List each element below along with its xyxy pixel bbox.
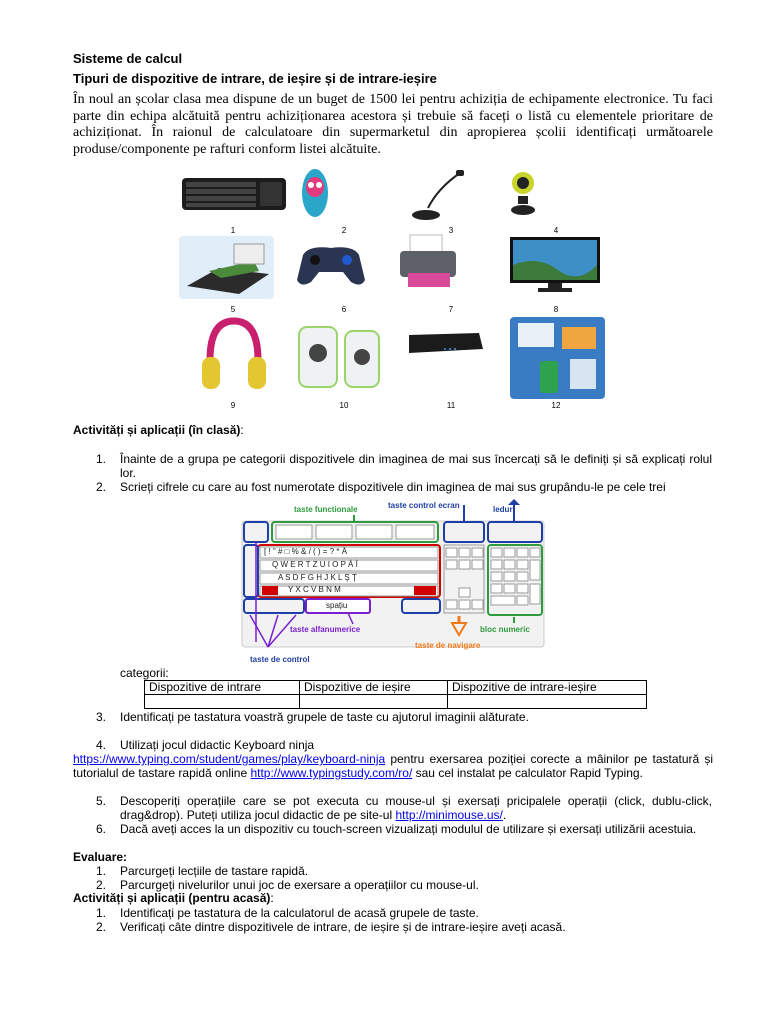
device-number: 6 — [341, 305, 347, 314]
acasa-heading-text: Activități și aplicații (pentru acasă) — [73, 891, 271, 905]
table-cell[interactable] — [448, 695, 647, 709]
item-text: Scrieți cifrele cu care au fost numerotate dispozitivele din imaginea de mai sus grupându-le pe cele trei — [120, 480, 666, 494]
categorii-label: categorii: — [120, 666, 169, 680]
item-number: 2. — [96, 480, 107, 494]
table-cell[interactable] — [300, 695, 448, 709]
item-5-text: Descoperiți operațiile care se pot executa cu mouse-ul și exersați pricipalele operații (click, dublu-click, drag&drop). Puteți utiliza jocul didactic de pe site-ul — [120, 794, 712, 822]
evaluare-item — [96, 864, 712, 878]
ninja-paragraph — [73, 752, 713, 780]
device-11-router-image — [405, 327, 485, 357]
item-text: Dacă aveți acces la un dispozitiv cu touch-screen vizualizați modulul de utilizare și exersați utilizării acestuia. — [120, 822, 697, 836]
device-12-touchscreen-image — [510, 317, 605, 399]
device-6-gamepad-image — [295, 240, 367, 290]
ninja-text-a: pentru exersarea poziției corecte a mâinilor pe tastatură și tutorialul de tastare rapidă online — [73, 752, 713, 780]
device-number: 8 — [553, 305, 559, 314]
device-number: 3 — [448, 226, 454, 235]
device-number: 1 — [230, 226, 236, 235]
device-10-speakers-image — [295, 323, 385, 391]
ninja-text-b: sau cel instalat pe calculator Rapid Typing. — [412, 766, 643, 780]
table-header-cell: Dispozitive de ieșire — [300, 681, 448, 695]
device-number: 5 — [230, 305, 236, 314]
item-text: Identificați pe tastatura voastră grupele de taste cu ajutorul imaginii alăturate. — [120, 710, 529, 724]
label-bloc-numeric: bloc numeric — [480, 625, 530, 634]
table-row — [145, 681, 647, 695]
keyboard-diagram — [238, 497, 548, 667]
item-number: 2. — [96, 920, 107, 934]
item-number: 1. — [96, 906, 107, 920]
item-5-end: . — [502, 808, 507, 822]
device-number: 2 — [341, 226, 347, 235]
acasa-heading-colon: : — [270, 891, 274, 905]
item-text: Parcurgeți lecțiile de tastare rapidă. — [120, 864, 309, 878]
activity-item — [96, 480, 712, 494]
key-row-yxcv: Y X C V B N M — [288, 585, 341, 594]
device-number: 4 — [553, 226, 559, 235]
activity-item — [96, 794, 712, 822]
device-9-headphones-image — [200, 315, 268, 395]
label-taste-alfanumerice: taste alfanumerice — [290, 625, 361, 634]
device-5-scanner-image — [179, 236, 274, 299]
activities-heading-text: Activități și aplicații (în clasă) — [73, 423, 241, 437]
label-leduri: leduri — [493, 505, 515, 514]
activities-heading-colon: : — [240, 423, 244, 437]
item-text: Parcurgeți nivelurilor unui joc de exersare a operațiilor cu mouse-ul. — [120, 878, 479, 892]
categories-table — [144, 680, 647, 709]
device-3-microphone-image — [398, 168, 468, 223]
key-row-numbers: [ ! " # □ % & / ( ) = ? * Ă — [264, 547, 348, 556]
item-text: Identificați pe tastatura de la calculatorul de acasă grupele de taste. — [120, 906, 479, 920]
device-number: 9 — [230, 401, 236, 410]
activity-item — [96, 738, 712, 752]
key-row-qwertz: Q W E R T Z U I O P Ă Î — [272, 560, 358, 569]
label-taste-control-ecran: taste control ecran — [388, 501, 460, 510]
item-text — [120, 794, 712, 822]
activities-heading — [73, 423, 244, 437]
item-text: Verificați câte dintre dispozitivele de intrare, de ieșire și de intrare-ieșire aveți acasă. — [120, 920, 566, 934]
item-number: 4. — [96, 738, 107, 752]
activity-item — [96, 452, 712, 480]
item-text: Utilizați jocul didactic Keyboard ninja — [120, 738, 315, 752]
acasa-item — [96, 920, 712, 934]
label-taste-de-control: taste de control — [250, 655, 310, 664]
activity-item — [96, 822, 712, 850]
device-1-keyboard-image — [180, 168, 288, 218]
keyboard-ninja-link[interactable]: https://www.typing.com/student/games/play/keyboard-ninja — [73, 752, 386, 766]
item-text: Înainte de a grupa pe categorii dispozitivele din imaginea de mai sus încercați să le definiți și să explicați rolul lor. — [120, 452, 712, 480]
table-header-cell: Dispozitive de intrare — [145, 681, 300, 695]
item-number: 5. — [96, 794, 107, 808]
item-number: 1. — [96, 864, 107, 878]
device-grid — [170, 165, 620, 415]
typingstudy-link[interactable]: http://www.typingstudy.com/ro/ — [250, 766, 413, 780]
intro-paragraph: În noul an școlar clasa mea dispune de un buget de 1500 lei pentru achiziția de echipamente electronice. Tu faci parte din echipa alcătuită pentru achiziționarea acestora și trebuie să faceți o listă cu elementele prioritare de achiziționat. În raionul de calculatoare din supermarketul din apropierea școlii identificați următoarele produse/componente pe rafturi conform listei alcătuite. — [73, 92, 713, 157]
table-header-cell: Dispozitive de intrare-ieșire — [448, 681, 647, 695]
label-taste-functionale: taste functionale — [294, 505, 358, 514]
acasa-heading — [73, 891, 274, 905]
device-number: 10 — [339, 401, 349, 410]
item-number: 3. — [96, 710, 107, 724]
label-taste-de-navigare: taste de navigare — [415, 641, 481, 650]
item-number: 2. — [96, 878, 107, 892]
key-row-asdf: A S D F G H J K L Ş Ţ — [278, 573, 357, 582]
evaluare-item — [96, 878, 712, 892]
device-number: 12 — [551, 401, 561, 410]
device-2-mouse-image — [300, 165, 330, 220]
evaluare-heading: Evaluare: — [73, 850, 128, 864]
device-number: 7 — [448, 305, 454, 314]
doc-subtitle: Tipuri de dispozitive de intrare, de ieșire și de intrare-ieșire — [73, 71, 437, 86]
label-spatiu: spațiu — [326, 601, 348, 610]
device-7-printer-image — [398, 233, 462, 291]
doc-title: Sisteme de calcul — [73, 51, 183, 66]
device-4-webcam-image — [508, 168, 538, 218]
table-cell[interactable] — [145, 695, 300, 709]
table-row — [145, 695, 647, 709]
activity-item — [96, 710, 712, 724]
item-number: 1. — [96, 452, 107, 466]
device-number: 11 — [446, 401, 456, 410]
acasa-item — [96, 906, 712, 920]
minimouse-link[interactable]: http://minimouse.us/ — [395, 808, 503, 822]
item-number: 6. — [96, 822, 107, 836]
device-8-monitor-image — [508, 235, 602, 295]
